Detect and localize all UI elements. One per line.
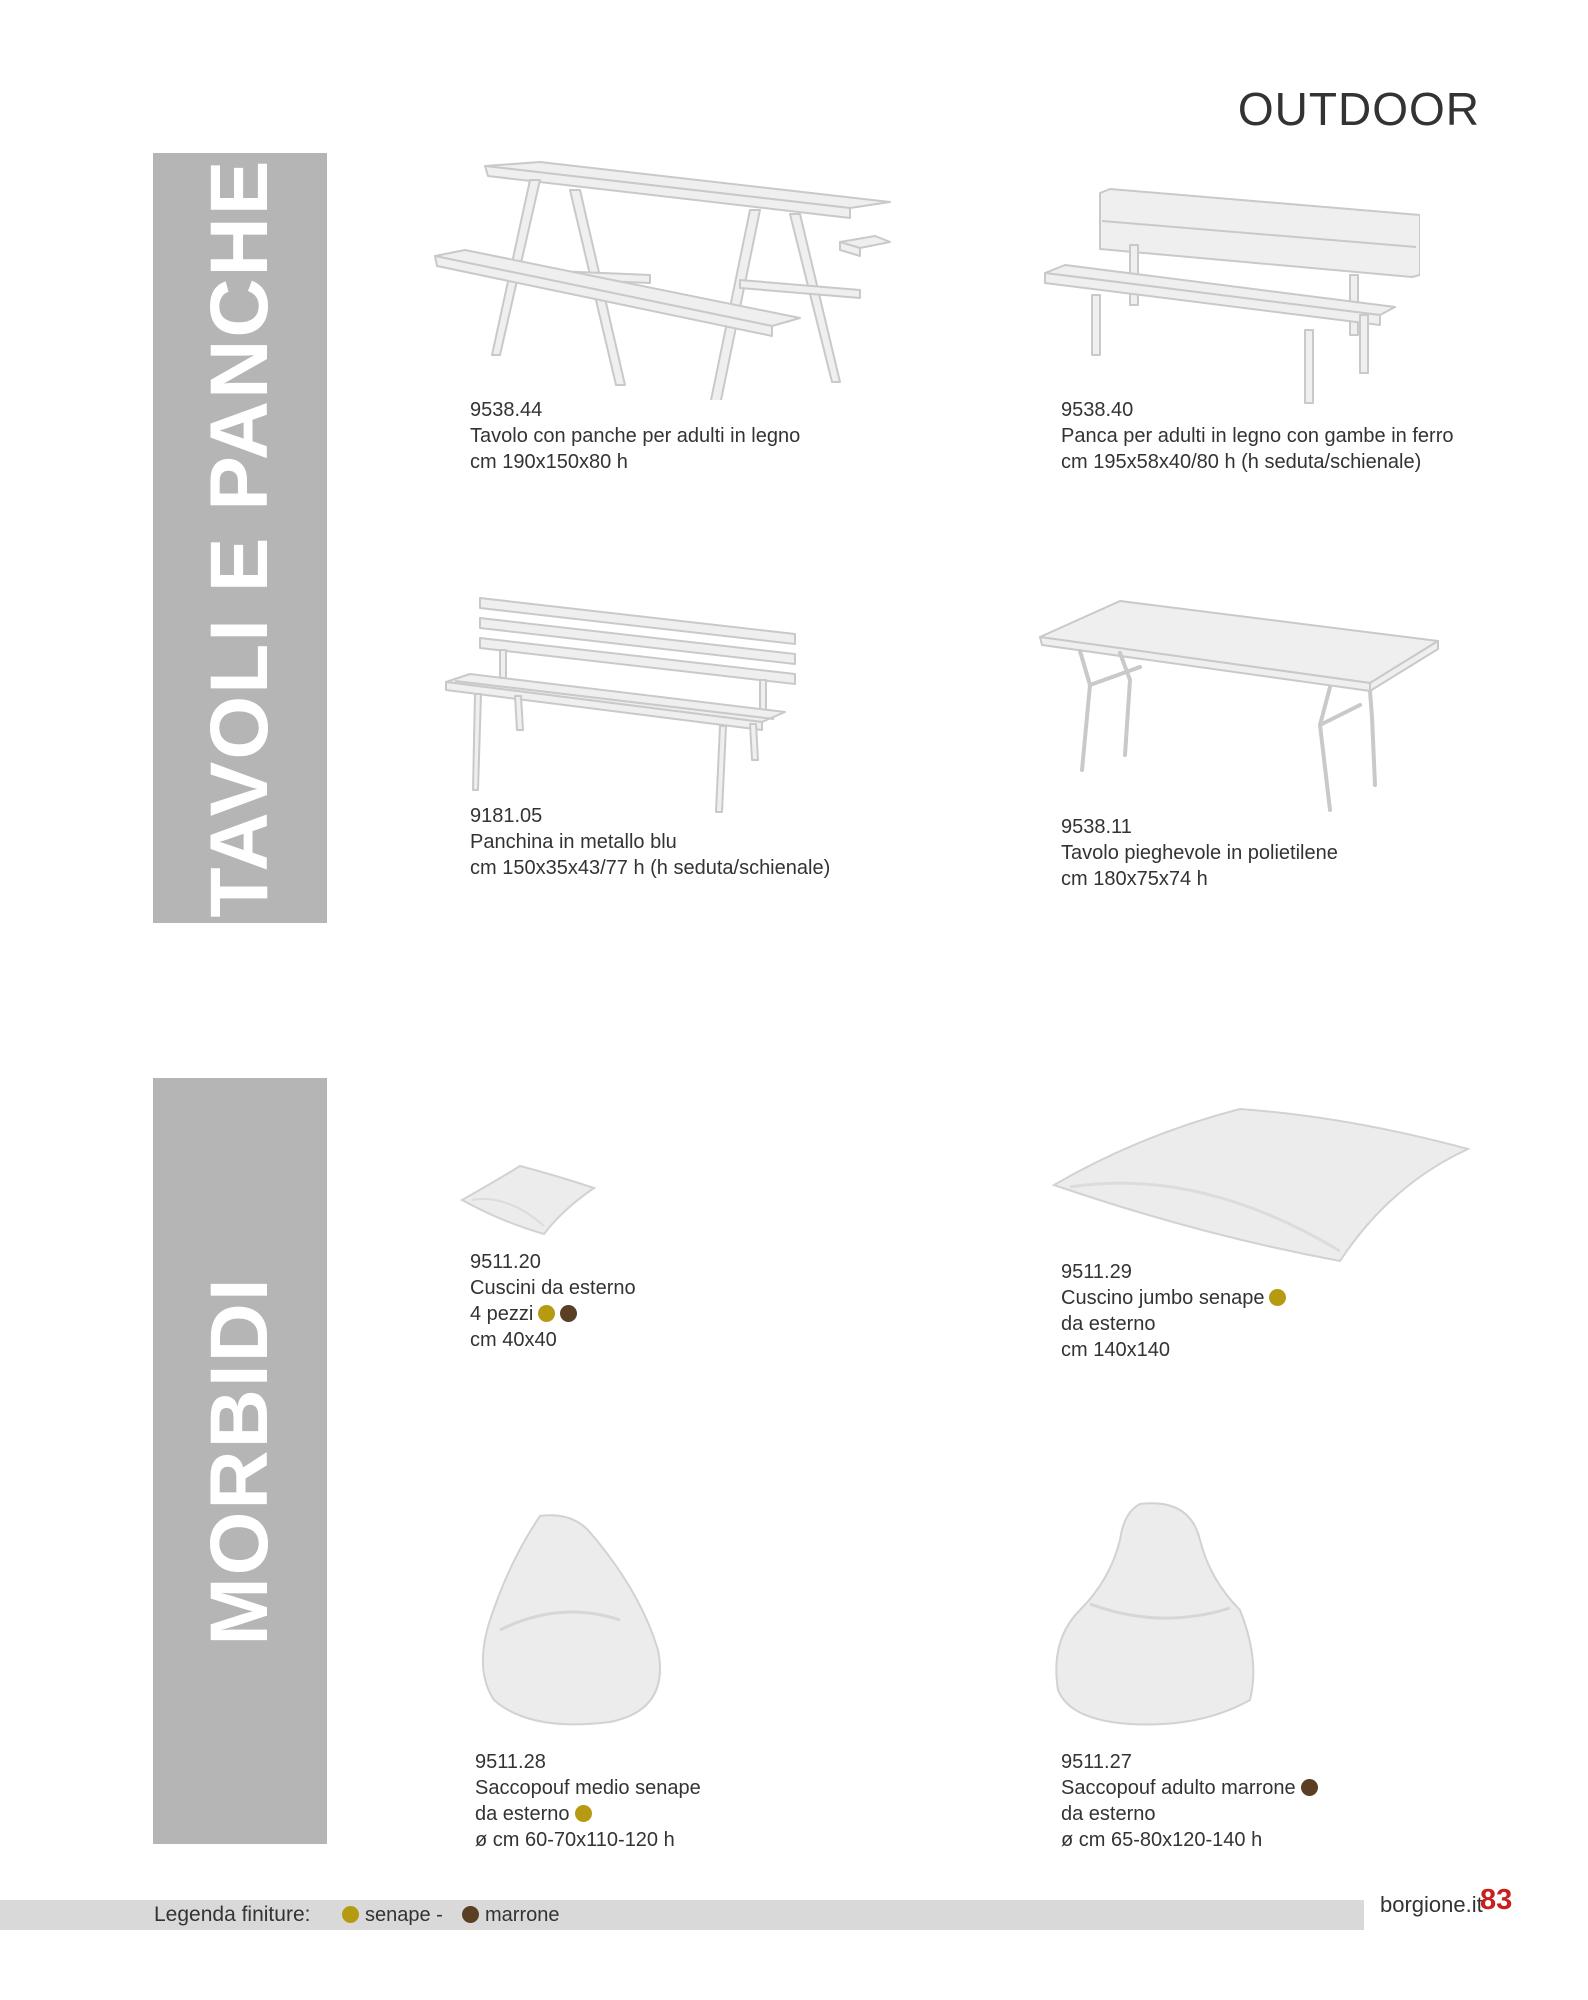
section-label: TAVOLI E PANCHE (194, 158, 285, 918)
product-card-9538-11 (1061, 814, 1338, 892)
product-description: Cuscino jumbo senape (1061, 1287, 1265, 1309)
product-card-9511-27 (1061, 1749, 1318, 1853)
product-description: Saccopouf medio senape (475, 1777, 701, 1799)
product-dimensions: cm 150x35x43/77 h (h seduta/schienale) (470, 857, 831, 879)
product-code: 9181.05 (470, 805, 543, 827)
picnic-table-icon (420, 150, 940, 400)
bench-backrest-icon (1040, 185, 1420, 415)
section-label: MORBIDI (194, 1276, 285, 1646)
product-description: Cuscini da esterno (470, 1277, 636, 1299)
product-usage: da esterno (1061, 1803, 1156, 1825)
legend-item-senape (342, 1900, 443, 1930)
marrone-dot-icon (462, 1906, 479, 1923)
section-band-morbidi (153, 1078, 327, 1844)
product-description: Panca per adulti in legno con gambe in ferro (1061, 425, 1454, 447)
senape-dot-icon (538, 1305, 555, 1322)
jumbo-cushion-icon (1050, 1105, 1470, 1265)
slatted-bench-icon (440, 590, 810, 820)
product-dimensions: ø cm 65-80x120-140 h (1061, 1829, 1263, 1851)
product-card-9511-28 (475, 1749, 701, 1853)
product-usage: da esterno (475, 1803, 570, 1825)
product-code: 9511.20 (470, 1251, 541, 1273)
product-card-9511-20 (470, 1249, 636, 1353)
page-title: OUTDOOR (1237, 83, 1480, 135)
product-dimensions: cm 140x140 (1061, 1339, 1170, 1361)
product-code: 9511.29 (1061, 1261, 1132, 1283)
product-dimensions: cm 190x150x80 h (470, 451, 628, 473)
product-card-9511-29 (1061, 1259, 1286, 1363)
beanbag-adult-icon (1050, 1500, 1260, 1730)
marrone-dot-icon (560, 1305, 577, 1322)
folding-table-icon (1030, 595, 1440, 815)
product-dimensions: cm 180x75x74 h (1061, 868, 1208, 890)
page-number: 83 (1480, 1884, 1513, 1916)
product-code: 9538.44 (470, 399, 543, 421)
legend-title: Legenda finiture: (154, 1903, 311, 1926)
product-usage: da esterno (1061, 1313, 1156, 1335)
product-dimensions: cm 40x40 (470, 1329, 557, 1351)
legend-item-marrone (462, 1900, 559, 1930)
product-code: 9538.40 (1061, 399, 1134, 421)
senape-dot-icon (575, 1805, 592, 1822)
product-description: Tavolo con panche per adulti in legno (470, 425, 801, 447)
product-card-9181-05 (470, 803, 830, 881)
marrone-dot-icon (1301, 1779, 1318, 1796)
senape-dot-icon (342, 1906, 359, 1923)
product-description: Tavolo pieghevole in polietilene (1061, 842, 1338, 864)
product-code: 9538.11 (1061, 816, 1132, 838)
small-cushion-icon (458, 1160, 598, 1240)
product-code: 9511.28 (475, 1751, 546, 1773)
legend-label: senape - (365, 1904, 443, 1926)
section-band-tavoli-e-panche (153, 153, 327, 923)
beanbag-medium-icon (470, 1510, 670, 1730)
senape-dot-icon (1269, 1289, 1286, 1306)
product-card-9538-44 (470, 397, 800, 475)
product-dimensions: ø cm 60-70x110-120 h (475, 1829, 675, 1851)
product-description: Saccopouf adulto marrone (1061, 1777, 1296, 1799)
product-card-9538-40 (1061, 397, 1453, 475)
product-code: 9511.27 (1061, 1751, 1132, 1773)
legend-label: marrone (485, 1904, 560, 1926)
footer-site: borgione.it (1380, 1892, 1483, 1917)
product-description: Panchina in metallo blu (470, 831, 677, 853)
legend-bar (0, 1900, 1364, 1930)
product-quantity: 4 pezzi (470, 1303, 534, 1325)
product-dimensions: cm 195x58x40/80 h (h seduta/schienale) (1061, 451, 1422, 473)
